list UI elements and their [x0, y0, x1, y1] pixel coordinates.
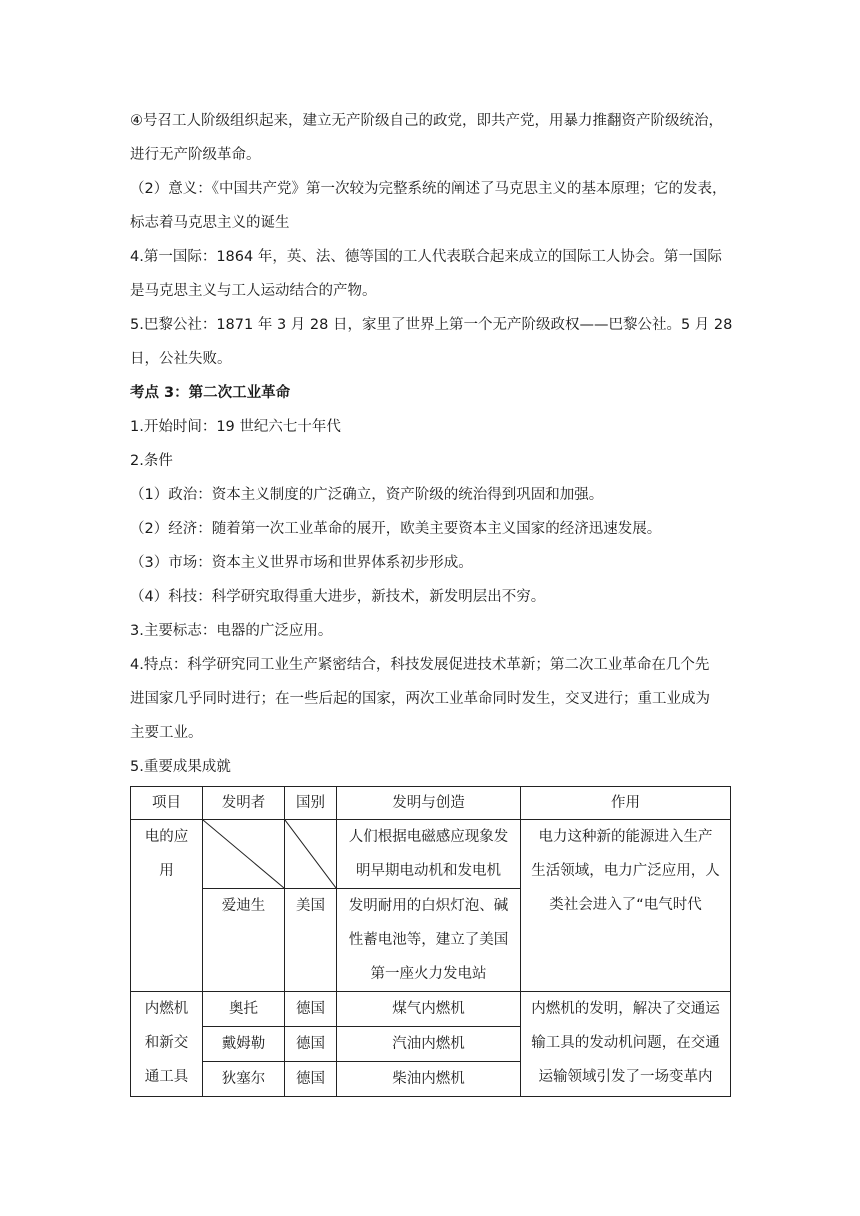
achievements-table — [130, 786, 731, 1097]
paragraph-line: （4）科技：科学研究取得重大进步，新技术，新发明层出不穷。 — [130, 589, 546, 605]
invention-cell: 人们根据电磁感应现象发 明早期电动机和发电机 — [337, 820, 521, 889]
country-cell: 德国 — [285, 1027, 337, 1062]
country-cell: 德国 — [285, 992, 337, 1027]
paragraph-line: （1）政治：资本主义制度的广泛确立，资产阶级的统治得到巩固和加强。 — [130, 487, 604, 503]
section-heading: 考点 3：第二次工业革命 — [130, 385, 291, 401]
header-invention: 发明与创造 — [337, 787, 521, 820]
header-inventor: 发明者 — [203, 787, 285, 820]
paragraph-line: 1.开始时间：19 世纪六七十年代 — [130, 419, 341, 435]
effect-engine: 内燃机的发明，解决了交通运 输工具的发动机问题，在交通 运输领域引发了一场变革内 — [521, 992, 731, 1097]
country-cell: 德国 — [285, 1062, 337, 1097]
table-row — [131, 992, 731, 1027]
paragraph-line: 4.第一国际：1864 年，英、法、德等国的工人代表联合起来成立的国际工人协会。第一国际 — [130, 249, 722, 265]
document-page — [130, 104, 733, 1097]
header-country: 国别 — [285, 787, 337, 820]
inventor-cell: 奥托 — [203, 992, 285, 1027]
document-body — [130, 104, 733, 784]
invention-cell: 柴油内燃机 — [337, 1062, 521, 1097]
effect-electric: 电力这种新的能源进入生产 生活领域，电力广泛应用，人 类社会进入了“电气时代 — [521, 820, 731, 992]
empty-diagonal-cell — [285, 820, 337, 889]
paragraph-line: 进行无产阶级革命。 — [130, 147, 261, 163]
paragraph-line: 5.巴黎公社：1871 年 3 月 28 日，家里了世界上第一个无产阶级政权——巴黎公社。5 月 28 — [130, 317, 733, 333]
invention-cell: 煤气内燃机 — [337, 992, 521, 1027]
paragraph-line: （3）市场：资本主义世界市场和世界体系初步形成。 — [130, 555, 473, 571]
invention-cell: 汽油内燃机 — [337, 1027, 521, 1062]
paragraph-line: 进国家几乎同时进行；在一些后起的国家，两次工业革命同时发生，交叉进行；重工业成为 — [130, 691, 710, 707]
project-engine: 内燃机 和新交 通工具 — [131, 992, 203, 1097]
paragraph-line: 4.特点：科学研究同工业生产紧密结合，科技发展促进技术革新；第二次工业革命在几个先 — [130, 657, 710, 673]
paragraph-line: 3.主要标志：电器的广泛应用。 — [130, 623, 333, 639]
inventor-cell: 爱迪生 — [203, 889, 285, 992]
paragraph-line: 是马克思主义与工人运动结合的产物。 — [130, 283, 377, 299]
inventor-cell: 狄塞尔 — [203, 1062, 285, 1097]
paragraph-line: （2）意义：《中国共产党》第一次较为完整系统的阐述了马克思主义的基本原理；它的发表， — [130, 181, 727, 197]
header-project: 项目 — [131, 787, 203, 820]
empty-diagonal-cell — [203, 820, 285, 889]
paragraph-line: 5.重要成果成就 — [130, 759, 231, 775]
header-effect: 作用 — [521, 787, 731, 820]
table-header-row — [131, 787, 731, 820]
paragraph-line: （2）经济：随着第一次工业革命的展开，欧美主要资本主义国家的经济迅速发展。 — [130, 521, 662, 537]
country-cell: 美国 — [285, 889, 337, 992]
paragraph-line: 主要工业。 — [130, 725, 203, 741]
paragraph-line: ④号召工人阶级组织起来，建立无产阶级自己的政党，即共产党，用暴力推翻资产阶级统治， — [130, 113, 723, 129]
table-row — [131, 820, 731, 889]
inventor-cell: 戴姆勒 — [203, 1027, 285, 1062]
project-electric: 电的应 用 — [131, 820, 203, 992]
paragraph-line: 日，公社失败。 — [130, 351, 232, 367]
invention-cell: 发明耐用的白炽灯泡、碱 性蓄电池等，建立了美国 第一座火力发电站 — [337, 889, 521, 992]
paragraph-line: 2.条件 — [130, 453, 173, 469]
paragraph-line: 标志着马克思主义的诞生 — [130, 215, 290, 231]
